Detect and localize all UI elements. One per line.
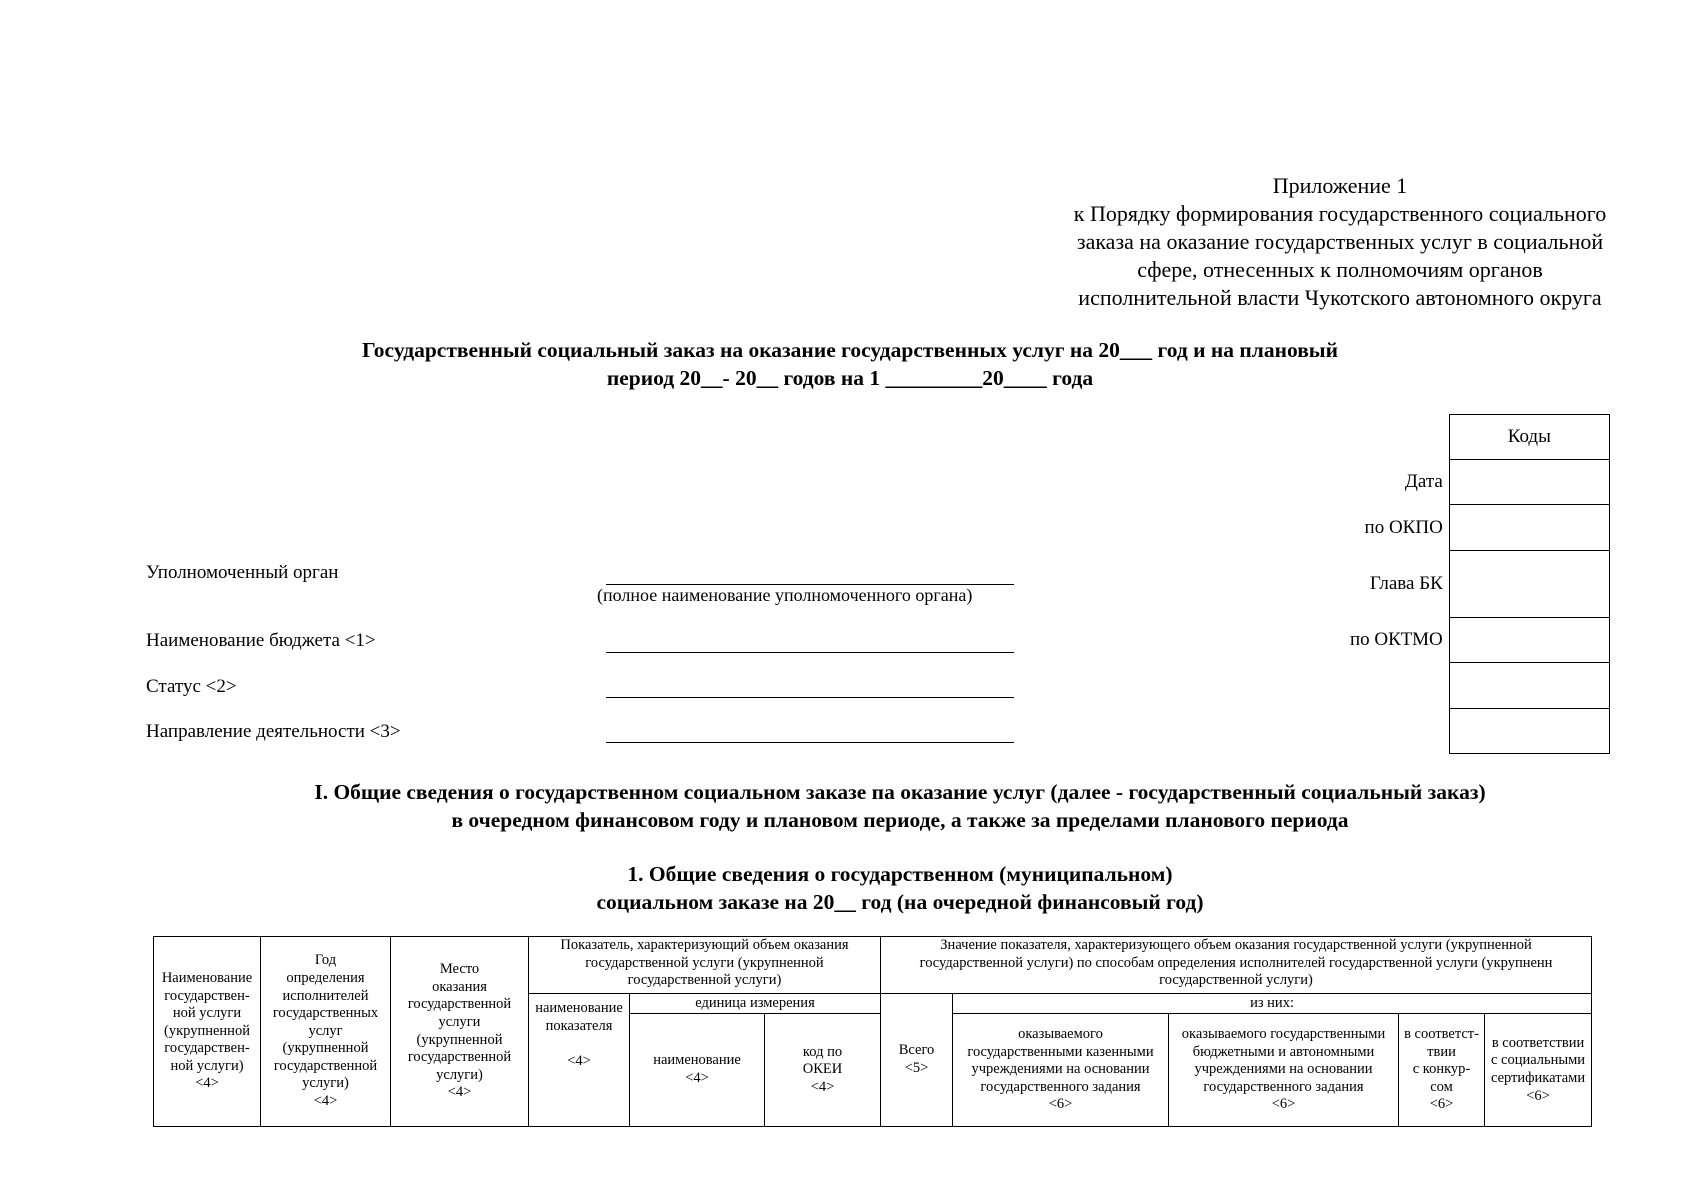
header-line: исполнителей — [282, 987, 369, 1004]
header-line: <4> — [685, 1070, 709, 1086]
authority-hint: (полное наименование уполномоченного органа) — [597, 585, 973, 605]
header-line: код по — [802, 1043, 843, 1060]
document-title-line: Государственный социальный заказ на оказание государственных услуг на 20___ год и на плановый — [362, 338, 1338, 362]
header-line: (укрупненной — [282, 1040, 369, 1057]
header-line: государственной услуги (укрупненной — [585, 954, 824, 971]
subsection-heading — [350, 860, 1450, 916]
header-line: государственной услуги) — [1159, 972, 1313, 989]
header-line: сертификатами — [1490, 1070, 1586, 1086]
direction-label: Направление деятельности <3> — [146, 721, 401, 742]
col-header-competition — [1399, 1014, 1485, 1127]
codes-table — [1350, 414, 1610, 754]
header-line: <4> — [567, 1052, 591, 1069]
codes-header: Коды — [1449, 415, 1609, 460]
col-header-budget-autonomous — [1169, 1014, 1399, 1127]
document-title-line: период 20__- 20__ годов на 1 _________20____ года — [606, 366, 1094, 390]
header-line: сом — [1430, 1078, 1453, 1095]
col-header-kazennye — [953, 1014, 1169, 1127]
codes-cell-okpo — [1449, 505, 1609, 551]
header-line: Год — [314, 952, 337, 969]
header-line: в соответст- — [1404, 1026, 1479, 1043]
header-line: в соответствии — [1491, 1034, 1585, 1051]
codes-cell-empty — [1449, 709, 1609, 754]
codes-cell-empty — [1449, 663, 1609, 709]
social-order-table — [153, 936, 1592, 1127]
codes-label-date: Дата — [1404, 471, 1443, 492]
header-line: показателя — [545, 1017, 613, 1034]
header-line: <4> — [313, 1093, 338, 1110]
col-header-place — [391, 937, 529, 1127]
header-line: <5> — [904, 1060, 929, 1076]
header-line: наименование — [535, 1000, 623, 1016]
header-line: услуги) — [436, 1066, 483, 1083]
budget-label: Наименование бюджета <1> — [146, 630, 376, 651]
header-line: учреждениями на основании — [971, 1061, 1150, 1078]
header-line: твии — [1427, 1043, 1456, 1060]
header-line: оказания — [432, 978, 487, 995]
header-line: ной услуги — [172, 1005, 242, 1022]
direction-field-line — [606, 742, 1014, 743]
section-heading-line: I. Общие сведения о государственном социальном заказе па оказание услуг (далее - государственный социальный заказ) — [314, 780, 1486, 804]
codes-label-glava-bk: Глава БК — [1369, 573, 1443, 594]
header-line: <6> — [1048, 1096, 1073, 1113]
header-line: наименование — [653, 1052, 741, 1069]
header-line: <6> — [1526, 1087, 1550, 1104]
status-label: Статус <2> — [146, 676, 237, 697]
budget-field-line — [606, 652, 1014, 653]
section-heading-line: в очередном финансовом году и плановом периоде, а также за пределами планового периода — [451, 808, 1349, 832]
appendix-line: сфере, отнесенных к полномочиям органов — [1137, 257, 1543, 282]
section-heading — [150, 778, 1650, 834]
subsection-heading-line: 1. Общие сведения о государственном (муниципальном) — [627, 862, 1173, 886]
header-line: Место — [439, 961, 480, 978]
codes-cell-date — [1449, 460, 1609, 505]
header-line: <6> — [1429, 1096, 1454, 1113]
header-line: услуг — [308, 1022, 343, 1039]
appendix-note — [1040, 172, 1640, 312]
group-header-value — [881, 937, 1592, 994]
authority-label: Уполномоченный орган — [146, 562, 339, 583]
header-line: ОКЕИ — [802, 1061, 843, 1078]
header-line: государственной услуги) по способам определения исполнителей государственной услуги (укрупненн — [919, 954, 1553, 971]
header-line: Показатель, характеризующий объем оказания — [560, 937, 849, 953]
header-line: услуги) — [302, 1075, 349, 1092]
header-line: государствен- — [164, 987, 250, 1004]
appendix-line: Приложение 1 — [1272, 173, 1408, 198]
header-line: оказываемого государственными — [1181, 1026, 1386, 1043]
header-line: государственной — [273, 1057, 378, 1074]
header-line: с конкур- — [1412, 1061, 1471, 1078]
codes-label-okpo: по ОКПО — [1364, 516, 1443, 538]
header-line: <4> — [447, 1084, 472, 1101]
document-title — [200, 336, 1500, 392]
header-line: учреждениями на основании — [1194, 1061, 1373, 1078]
header-line: ной услуги) — [170, 1057, 244, 1074]
header-line: государственной — [407, 996, 512, 1013]
header-line: <6> — [1271, 1096, 1296, 1113]
appendix-line: исполнительной власти Чукотского автономного округа — [1078, 285, 1602, 310]
col-header-okei — [765, 1014, 881, 1127]
of-them-header: из них: — [953, 994, 1592, 1014]
header-line: государствен- — [164, 1040, 250, 1057]
status-field-line — [606, 697, 1014, 698]
col-header-indicator-name — [529, 994, 630, 1127]
header-line — [530, 1035, 628, 1053]
header-line: (укрупненной — [164, 1022, 250, 1039]
unit-header: единица измерения — [630, 994, 881, 1014]
header-line: с социальными — [1490, 1052, 1586, 1069]
header-line: государственной услуги) — [627, 972, 782, 989]
header-line: государственного задания — [980, 1078, 1141, 1095]
header-line: государственными казенными — [967, 1043, 1154, 1060]
header-line: Значение показателя, характеризующего объем оказания государственной услуги (укрупненной — [940, 937, 1532, 953]
header-line: государственной — [407, 1049, 512, 1066]
codes-label-oktmo: по ОКТМО — [1350, 629, 1443, 650]
col-header-unit-name — [630, 1014, 765, 1127]
appendix-line: к Порядку формирования государственного социального — [1073, 201, 1607, 226]
col-header-year — [261, 937, 391, 1127]
group-header-indicator — [529, 937, 881, 994]
header-line: определения — [286, 969, 365, 986]
codes-label-empty — [1350, 663, 1449, 709]
header-line: <4> — [810, 1078, 835, 1095]
header-line: бюджетными и автономными — [1192, 1043, 1375, 1060]
codes-cell-glava-bk — [1449, 551, 1609, 618]
header-line: (укрупненной — [416, 1031, 503, 1048]
subsection-heading-line: социальном заказе на 20__ год (на очередной финансовый год) — [596, 890, 1204, 914]
header-line: оказываемого — [1018, 1026, 1103, 1043]
header-line: государственного задания — [1203, 1078, 1364, 1095]
col-header-total — [881, 994, 953, 1127]
appendix-line: заказа на оказание государственных услуг в социальной — [1076, 229, 1604, 254]
col-header-certificates — [1485, 1014, 1592, 1127]
header-line: услуги — [438, 1013, 481, 1030]
header-line: Наименование — [161, 969, 253, 986]
header-line: <4> — [195, 1075, 219, 1092]
codes-label-empty — [1350, 709, 1449, 754]
header-line: Всего — [898, 1042, 935, 1059]
header-line: государственных — [272, 1005, 379, 1022]
codes-cell-oktmo — [1449, 618, 1609, 663]
col-header-service-name — [154, 937, 261, 1127]
